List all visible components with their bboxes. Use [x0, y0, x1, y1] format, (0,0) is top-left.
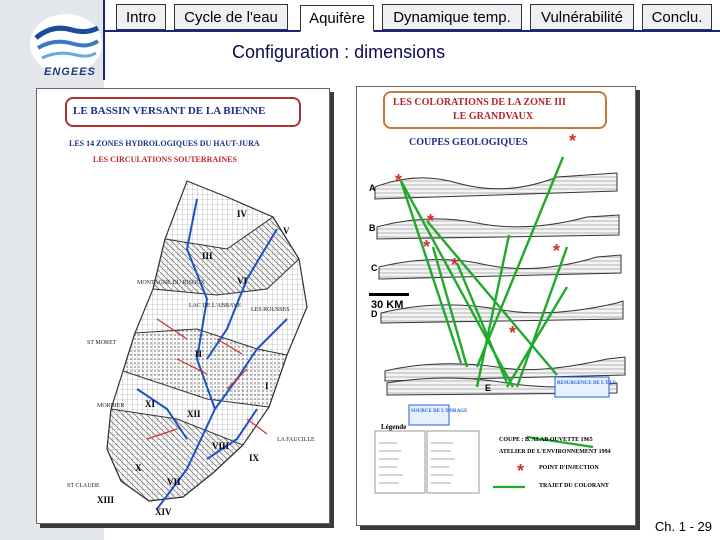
svg-text:VIII: VIII — [212, 441, 230, 451]
tab-cycle-de-l-eau[interactable]: Cycle de l'eau — [174, 4, 288, 30]
svg-text:LES ROUSSES: LES ROUSSES — [251, 307, 290, 313]
figure-watershed-map — [36, 88, 330, 524]
svg-text:*: * — [427, 211, 435, 231]
tab-intro[interactable]: Intro — [116, 4, 166, 30]
svg-text:*: * — [569, 131, 577, 151]
map-title: LE BASSIN VERSANT DE LA BIENNE — [73, 105, 266, 117]
watershed-map-drawing — [37, 89, 330, 524]
header-divider — [104, 30, 720, 32]
svg-text:V: V — [283, 226, 290, 236]
svg-text:ST CLAUDE: ST CLAUDE — [67, 483, 100, 489]
tab-dynamique-temp[interactable]: Dynamique temp. — [382, 4, 522, 30]
svg-text:XIV: XIV — [155, 507, 172, 517]
source-line-1: COUPE : B. ALAB OUVETTE 1965 — [499, 437, 593, 443]
injection-point-label: POINT D'INJECTION — [539, 465, 599, 471]
svg-text:*: * — [423, 237, 431, 257]
tab-aquifere[interactable]: Aquifère — [300, 5, 374, 32]
svg-text:X: X — [135, 463, 142, 473]
figure-coloration-sections — [356, 86, 636, 526]
source-line-2: ATELIER DE L'ENVIRONNEMENT 1994 — [499, 449, 611, 455]
svg-text:*: * — [553, 241, 561, 261]
slide-title: Configuration : dimensions — [232, 42, 446, 62]
svg-text:MONTAGNE DU RISOUX: MONTAGNE DU RISOUX — [137, 280, 205, 286]
svg-text:D: D — [371, 309, 378, 319]
svg-text:III: III — [202, 251, 213, 261]
svg-text:E: E — [485, 383, 492, 393]
source-box-label: SOURCE DE L'ENRAGE — [411, 409, 468, 414]
tab-conclu[interactable]: Conclu. — [642, 4, 712, 30]
svg-text:*: * — [395, 171, 403, 191]
coloration-subtitle: LE GRANDVAUX — [453, 111, 534, 122]
svg-text:*: * — [451, 255, 459, 275]
svg-text:A: A — [369, 183, 376, 193]
tab-vulnerabilite[interactable]: Vulnérabilité — [530, 4, 634, 30]
svg-text:XII: XII — [187, 409, 201, 419]
map-subtitle-circulations: LES CIRCULATIONS SOUTERRAINES — [93, 155, 237, 164]
dye-path-label: TRAJET DU COLORANT — [539, 483, 609, 489]
slide-number: Ch. 1 - 29 — [654, 519, 712, 534]
coloration-title: LES COLORATIONS DE LA ZONE III — [393, 97, 566, 108]
svg-text:IV: IV — [237, 209, 248, 219]
logo-text: ENGEES — [44, 66, 96, 78]
resurgence-box-label: RESURGENCE DE L'EVE — [557, 381, 617, 386]
svg-text:ST MORET: ST MORET — [87, 340, 117, 346]
svg-text:B: B — [369, 223, 376, 233]
svg-text:I: I — [265, 381, 269, 391]
svg-text:IX: IX — [249, 453, 260, 463]
svg-text:MORBIER: MORBIER — [97, 403, 125, 409]
svg-text:XIII: XIII — [97, 495, 115, 505]
map-subtitle-zones: LES 14 ZONES HYDROLOGIQUES DU HAUT-JURA — [69, 139, 260, 148]
svg-text:II: II — [195, 349, 203, 359]
svg-text:LAC DE L'ABBAYE: LAC DE L'ABBAYE — [189, 303, 241, 309]
scale-label: 30 KM — [371, 299, 404, 311]
header-divider-vertical — [103, 0, 105, 80]
svg-text:*: * — [509, 323, 517, 343]
sections-title: COUPES GEOLOGIQUES — [409, 137, 528, 148]
scale-bar — [369, 293, 409, 296]
legend-label: Légende — [381, 423, 407, 431]
svg-text:C: C — [371, 263, 378, 273]
svg-text:LA FAUCILLE: LA FAUCILLE — [277, 437, 315, 443]
svg-text:VII: VII — [167, 477, 181, 487]
svg-text:VI: VI — [237, 276, 248, 286]
svg-text:XI: XI — [145, 399, 156, 409]
svg-text:*: * — [517, 461, 525, 481]
